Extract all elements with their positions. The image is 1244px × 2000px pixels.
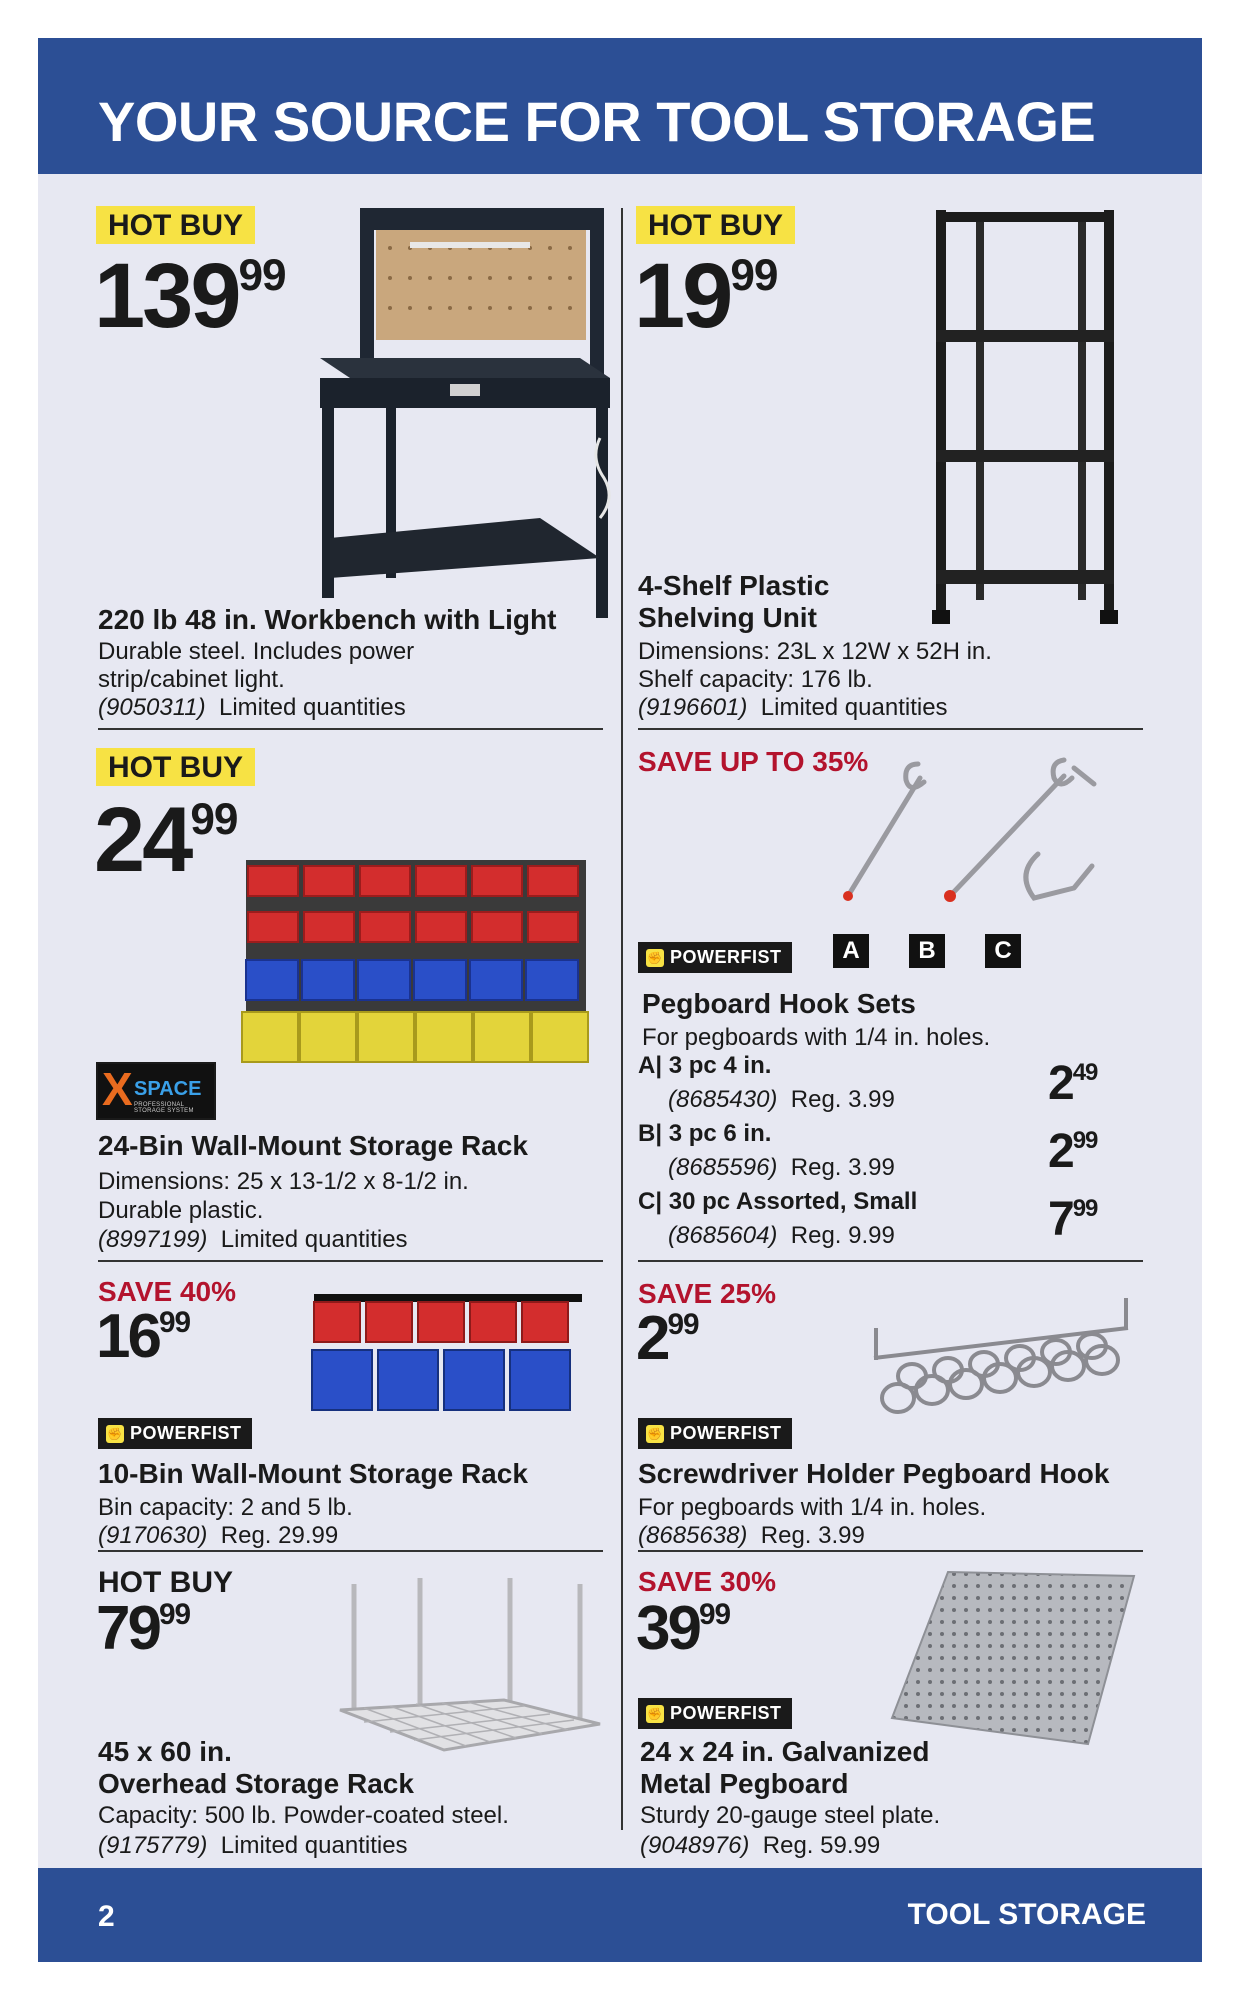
page-header [38, 38, 1202, 174]
hook-option-b[interactable] [638, 1120, 1118, 1148]
limited-note: Limited quantities [220, 1226, 408, 1253]
10-bin-rack-image [308, 1294, 588, 1416]
note: Reg. 29.99 [220, 1522, 339, 1549]
shelving-unit-image [928, 210, 1128, 630]
note: Limited quantities [220, 1832, 408, 1859]
brand-name: POWERFIST [670, 947, 782, 967]
price-cents: 99 [158, 1306, 191, 1340]
sku: (9170630) [98, 1522, 208, 1549]
sku: (9050311) [98, 694, 206, 721]
hook-option-c-sku [668, 1222, 895, 1250]
powerfist-fist-icon: ✊ [647, 950, 663, 965]
powerfist-brand-logo [98, 1418, 252, 1449]
price-cents: 99 [190, 794, 238, 844]
product-description: Shelf capacity: 176 lb. [638, 666, 873, 693]
product-title: Shelving Unit [638, 602, 817, 633]
product-description: Dimensions: 25 x 13-1/2 x 8-1/2 in. [98, 1168, 469, 1195]
row-divider [98, 1260, 603, 1262]
price-dollars: 139 [94, 245, 239, 347]
price [94, 245, 286, 347]
sku: (9048976) [640, 1832, 750, 1859]
label-c: C [985, 934, 1021, 968]
price [96, 1594, 191, 1663]
xspace-x: X [102, 1063, 133, 1115]
product-description: Sturdy 20-gauge steel plate. [640, 1802, 941, 1829]
note: Limited quantities [760, 694, 948, 721]
option-name: 3 pc 6 in. [668, 1120, 772, 1147]
hook-option-a-sku [668, 1086, 895, 1114]
hook-option-b-price [1048, 1125, 1098, 1178]
row-divider [638, 728, 1143, 730]
product-title: 45 x 60 in. [98, 1736, 232, 1767]
product-title: Metal Pegboard [640, 1768, 849, 1799]
note: Limited quantities [218, 694, 406, 721]
price [636, 1304, 699, 1373]
page-footer [38, 1868, 1202, 1962]
product-title: Overhead Storage Rack [98, 1768, 414, 1799]
reg-price: Reg. 3.99 [790, 1086, 895, 1113]
price-dollars: 7 [1048, 1193, 1073, 1246]
pegboard-hooks-image [838, 754, 1138, 914]
price [94, 789, 238, 891]
shelving-sku-line [638, 694, 948, 723]
brand-name: POWERFIST [130, 1423, 242, 1443]
option-letter: B| [638, 1120, 663, 1147]
sku: (8685604) [668, 1222, 778, 1249]
sku: (9175779) [98, 1832, 208, 1859]
option-letter: C| [638, 1188, 663, 1215]
brand-name: POWERFIST [670, 1423, 782, 1443]
product-title: 10-Bin Wall-Mount Storage Rack [98, 1458, 528, 1489]
price-cents: 49 [1072, 1059, 1098, 1087]
hot-buy-badge: HOT BUY [636, 206, 795, 244]
sku-line [98, 1226, 408, 1255]
xspace-brand-logo [96, 1062, 216, 1120]
price-cents: 99 [1072, 1195, 1098, 1223]
price-dollars: 2 [1048, 1057, 1073, 1110]
option-name: 3 pc 4 in. [668, 1052, 772, 1079]
option-letter: A| [638, 1052, 663, 1079]
powerfist-brand-logo [638, 1418, 792, 1449]
product-title: 220 lb 48 in. Workbench with Light [98, 604, 557, 635]
sku: (8685638) [638, 1522, 748, 1549]
price-dollars: 39 [636, 1594, 699, 1663]
product-title: Screwdriver Holder Pegboard Hook [638, 1458, 1110, 1489]
price-cents: 99 [158, 1598, 191, 1632]
price-dollars: 16 [96, 1302, 159, 1371]
price-cents: 99 [698, 1598, 731, 1632]
pegboard-sku-line [640, 1832, 880, 1861]
product-description: Dimensions: 23L x 12W x 52H in. [638, 638, 992, 665]
product-description: For pegboards with 1/4 in. holes. [642, 1024, 991, 1051]
price [96, 1302, 191, 1371]
row-divider [638, 1260, 1143, 1262]
flyer-page [38, 38, 1202, 1962]
label-b: B [909, 934, 945, 968]
product-description: strip/cabinet light. [98, 666, 285, 693]
powerfist-fist-icon: ✊ [647, 1706, 663, 1721]
section-label: TOOL STORAGE [907, 1898, 1146, 1931]
price [636, 1594, 731, 1663]
save-label: SAVE 40% [98, 1276, 236, 1307]
price-dollars: 24 [94, 789, 191, 891]
hook-option-c-price [1048, 1193, 1098, 1246]
save-label: SAVE 30% [638, 1566, 776, 1597]
price-dollars: 19 [634, 245, 731, 347]
hook-option-a[interactable] [638, 1052, 1118, 1080]
hot-buy-badge: HOT BUY [96, 748, 255, 786]
product-title: 24 x 24 in. Galvanized [640, 1736, 930, 1767]
workbench-sku-line [98, 694, 406, 723]
screwdriver-sku-line [638, 1522, 865, 1551]
hook-option-a-price [1048, 1057, 1098, 1110]
product-title: Pegboard Hook Sets [642, 988, 916, 1019]
pegboard-image [888, 1568, 1138, 1748]
row-divider [98, 728, 603, 730]
bins10-sku-line [98, 1522, 338, 1551]
product-description: Durable steel. Includes power [98, 638, 415, 665]
price [634, 245, 778, 347]
note: Reg. 3.99 [760, 1522, 865, 1549]
sku: (8685596) [668, 1154, 778, 1181]
save-label: SAVE UP TO 35% [638, 746, 869, 777]
overhead-sku-line [98, 1832, 408, 1861]
product-description: Bin capacity: 2 and 5 lb. [98, 1494, 353, 1521]
reg-price: Reg. 3.99 [790, 1154, 895, 1181]
product-description: Durable plastic. [98, 1197, 264, 1224]
xspace-subtext: PROFESSIONAL STORAGE SYSTEM [134, 1102, 194, 1114]
workbench-image [300, 208, 630, 628]
page-title: YOUR SOURCE FOR TOOL STORAGE [98, 90, 1096, 153]
option-name: 30 pc Assorted, Small [668, 1188, 918, 1215]
24-bin-rack-image [238, 860, 598, 1070]
sku: (9196601) [638, 694, 748, 721]
save-label: SAVE 25% [638, 1278, 776, 1309]
reg-price: Reg. 9.99 [790, 1222, 895, 1249]
sku: (8685430) [668, 1086, 778, 1113]
price-cents: 99 [730, 250, 778, 300]
hook-option-c[interactable] [638, 1188, 1118, 1216]
powerfist-fist-icon: ✊ [107, 1426, 123, 1441]
note: Reg. 59.99 [762, 1832, 881, 1859]
product-description: Capacity: 500 lb. Powder-coated steel. [98, 1802, 509, 1829]
product-description: For pegboards with 1/4 in. holes. [638, 1494, 987, 1521]
overhead-rack-image [334, 1574, 604, 1764]
hook-option-b-sku [668, 1154, 895, 1182]
powerfist-brand-logo [638, 1698, 792, 1729]
powerfist-brand-logo [638, 942, 792, 973]
product-title: 4-Shelf Plastic [638, 570, 830, 601]
powerfist-fist-icon: ✊ [647, 1426, 663, 1441]
screwdriver-hook-image [868, 1288, 1138, 1438]
brand-name: POWERFIST [670, 1703, 782, 1723]
label-a: A [833, 934, 869, 968]
price-cents: 99 [667, 1308, 699, 1342]
product-title: 24-Bin Wall-Mount Storage Rack [98, 1130, 528, 1161]
price-cents: 99 [1072, 1127, 1098, 1155]
price-cents: 99 [238, 250, 286, 300]
xspace-text: SPACE [134, 1078, 202, 1100]
hot-buy-badge: HOT BUY [96, 206, 255, 244]
price-dollars: 2 [1048, 1125, 1073, 1178]
price-dollars: 2 [636, 1304, 668, 1373]
price-dollars: 79 [96, 1594, 159, 1663]
hot-buy-label: HOT BUY [98, 1566, 233, 1599]
sku: (8997199) [98, 1226, 208, 1253]
page-number: 2 [98, 1900, 115, 1933]
